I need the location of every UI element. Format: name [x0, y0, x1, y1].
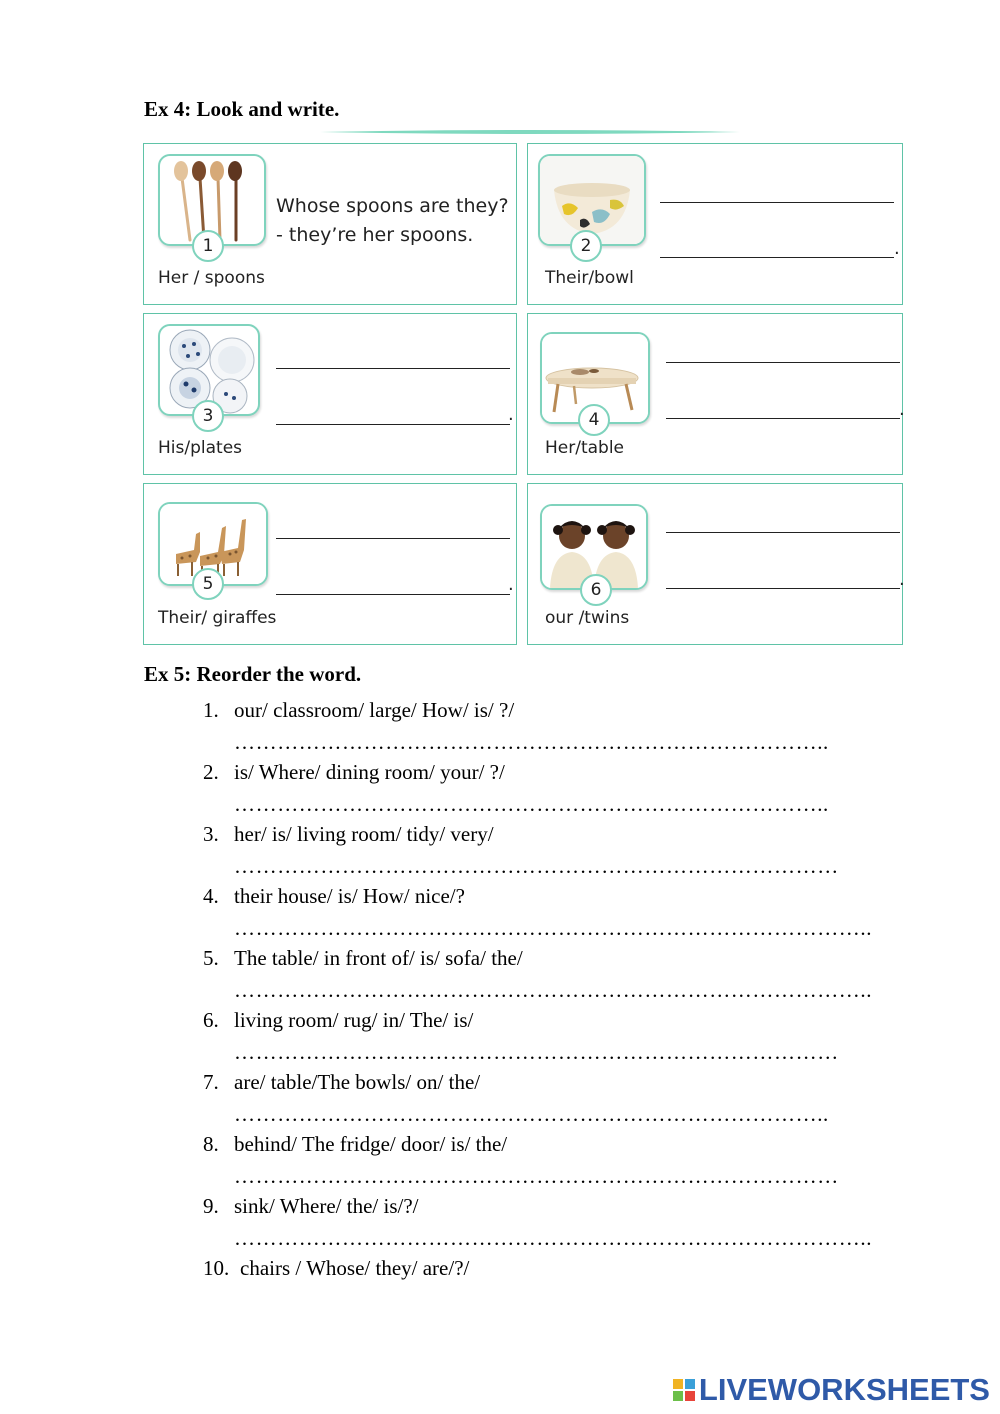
item-number: 5.: [203, 946, 219, 970]
answer-line-1[interactable]: [660, 202, 894, 203]
exercise-cell-3: [143, 313, 517, 475]
answer-line[interactable]: ………………………………………………………………………..: [234, 1102, 829, 1126]
item-number: 1.: [203, 698, 219, 722]
exercise-cell-4: [527, 313, 903, 475]
answer-line-1[interactable]: [276, 538, 510, 539]
item-number: 1: [192, 230, 224, 262]
answer-line[interactable]: ………………………………………………………………………..: [234, 730, 829, 754]
item-caption: our /twins: [545, 608, 630, 628]
item-caption: Her / spoons: [158, 268, 265, 288]
item-number: 4: [578, 404, 610, 436]
line-end-period: .: [508, 404, 514, 425]
item-number: 8.: [203, 1132, 219, 1156]
item-words: sink/ Where/ the/ is/?/: [234, 1194, 419, 1218]
brand-name: LIVEWORKSHEETS: [698, 1372, 990, 1407]
item-number: 4.: [203, 884, 219, 908]
example-text: [276, 192, 509, 250]
item-number: 9.: [203, 1194, 219, 1218]
answer-line[interactable]: …………………………………………………………………………: [234, 1040, 839, 1064]
item-words: their house/ is/ How/ nice/?: [234, 884, 465, 908]
answer-line[interactable]: ……………………………………………………………………………..: [234, 1226, 873, 1250]
answer-line-2[interactable]: [666, 588, 900, 589]
item-words: is/ Where/ dining room/ your/ ?/: [234, 760, 505, 784]
item-number: 5: [192, 568, 224, 600]
line-end-period: .: [899, 399, 905, 420]
item-caption: His/plates: [158, 438, 243, 458]
answer-line-2[interactable]: [276, 424, 510, 425]
answer-line-2[interactable]: [660, 257, 894, 258]
answer-line[interactable]: ……………………………………………………………………………..: [234, 916, 873, 940]
item-number: 2.: [203, 760, 219, 784]
answer-line[interactable]: …………………………………………………………………………: [234, 1164, 839, 1188]
item-words: her/ is/ living room/ tidy/ very/: [234, 822, 494, 846]
exercise-cell-2: [527, 143, 903, 305]
item-words: The table/ in front of/ is/ sofa/ the/: [234, 946, 523, 970]
item-number: 3: [192, 400, 224, 432]
item-caption: Their/ giraffes: [158, 608, 277, 628]
item-words: behind/ The fridge/ door/ is/ the/: [234, 1132, 508, 1156]
item-words: chairs / Whose/ they/ are/?/: [240, 1256, 470, 1280]
exercise-cell-1: [143, 143, 517, 305]
answer-line[interactable]: ……………………………………………………………………………..: [234, 978, 873, 1002]
item-words: our/ classroom/ large/ How/ is/ ?/: [234, 698, 515, 722]
answer-line-2[interactable]: [276, 594, 510, 595]
line-end-period: .: [899, 569, 905, 590]
answer-line[interactable]: ………………………………………………………………………..: [234, 792, 829, 816]
liveworksheets-logo[interactable]: [673, 1372, 990, 1408]
answer-line[interactable]: …………………………………………………………………………: [234, 854, 839, 878]
item-number: 2: [570, 230, 602, 262]
item-number: 6.: [203, 1008, 219, 1032]
item-caption: Her/table: [545, 438, 625, 458]
ex5-title: Ex 5: Reorder the word.: [144, 662, 362, 686]
example-question: Whose spoons are they?: [276, 195, 509, 217]
title-underline-decoration: [320, 129, 740, 135]
exercise-cell-5: [143, 483, 517, 645]
logo-icon: [673, 1379, 695, 1401]
item-number: 6: [580, 574, 612, 606]
item-number: 10.: [203, 1256, 230, 1280]
item-words: living room/ rug/ in/ The/ is/: [234, 1008, 474, 1032]
exercise-cell-6: [527, 483, 903, 645]
line-end-period: .: [894, 238, 900, 259]
item-caption: Their/bowl: [545, 268, 634, 288]
answer-line-1[interactable]: [666, 362, 900, 363]
answer-line-1[interactable]: [276, 368, 510, 369]
ex4-title: Ex 4: Look and write.: [144, 97, 340, 121]
item-number: 3.: [203, 822, 219, 846]
example-answer: - they’re her spoons.: [276, 224, 474, 246]
answer-line-1[interactable]: [666, 532, 900, 533]
line-end-period: .: [508, 574, 514, 595]
answer-line-2[interactable]: [666, 418, 900, 419]
item-number: 7.: [203, 1070, 219, 1094]
item-words: are/ table/The bowls/ on/ the/: [234, 1070, 481, 1094]
